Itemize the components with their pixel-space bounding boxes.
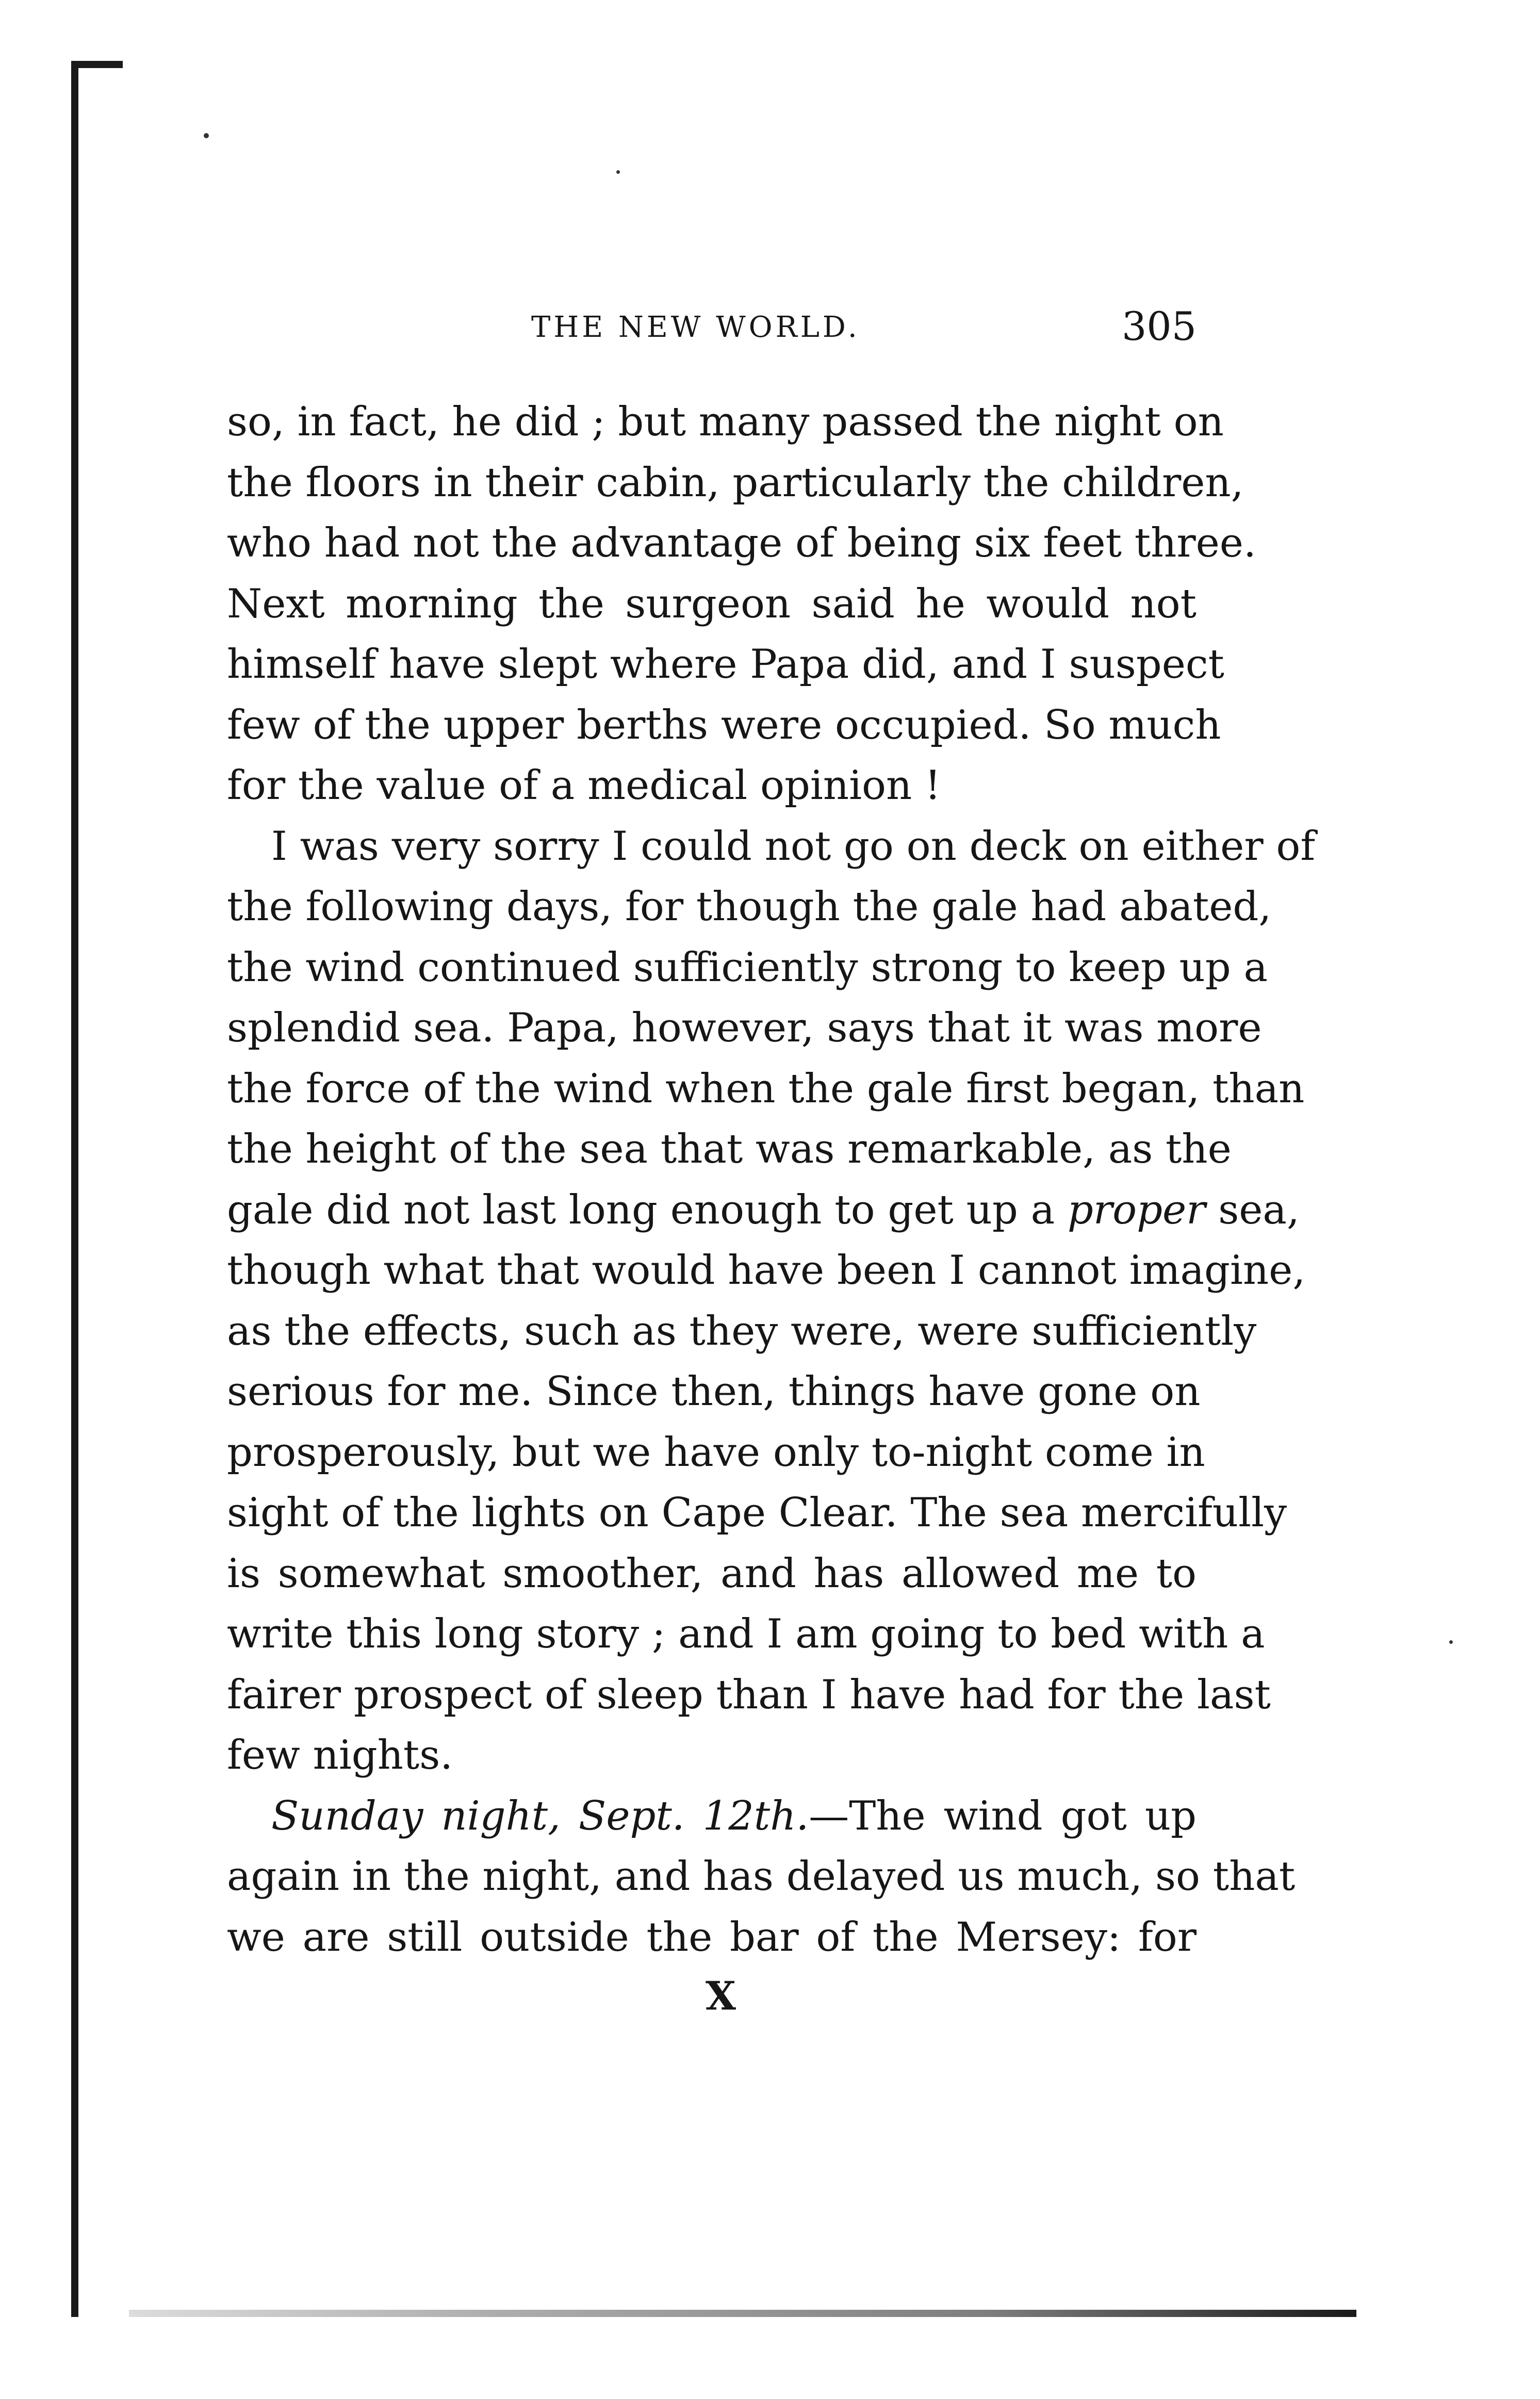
text-line: I was very sorry I could not go on deck on either of	[271, 823, 1316, 870]
text-line: himself have slept where Papa did, and I suspect	[227, 641, 1224, 688]
running-title: THE NEW WORLD.	[531, 311, 860, 344]
text-line: write this long story ; and I am going to bed with a	[227, 1611, 1265, 1657]
text-line: prosperously, but we have only to-night come in	[227, 1429, 1205, 1476]
page-edge-top	[71, 61, 123, 68]
text-line: as the effects, such as they were, were sufficiently	[227, 1308, 1257, 1354]
ink-speck	[616, 170, 620, 174]
text-line: who had not the advantage of being six feet three.	[227, 520, 1256, 566]
text-line: few nights.	[227, 1732, 453, 1778]
text-line: we are still outside the bar of the Mersey: for	[227, 1914, 1197, 1961]
text-fragment: —The wind got up	[809, 1792, 1197, 1839]
text-line: again in the night, and has delayed us much, so that	[227, 1853, 1296, 1900]
text-line: the following days, for though the gale had abated,	[227, 884, 1272, 930]
text-line: sight of the lights on Cape Clear. The sea mercifully	[227, 1490, 1287, 1536]
text-line: the floors in their cabin, particularly the children,	[227, 459, 1244, 506]
text-line: is somewhat smoother, and has allowed me to	[227, 1550, 1197, 1597]
signature-mark: X	[706, 1973, 736, 2019]
page-edge-left	[71, 63, 78, 2317]
ink-speck	[1449, 1640, 1453, 1644]
italic-word-line: gale did not last long enough to get up a proper sea,	[227, 1186, 1300, 1233]
page-edge-bottom	[129, 2310, 1356, 2317]
text-line-with-italic	[227, 1180, 1300, 1241]
text-line: the wind continued sufficiently strong to keep up a	[227, 944, 1268, 991]
italic-proper: proper	[1067, 1186, 1206, 1233]
text-line: serious for me. Since then, things have gone on	[227, 1368, 1201, 1415]
page-number: 305	[1121, 303, 1197, 349]
text-line: Next morning the surgeon said he would not	[227, 580, 1197, 627]
text-line: though what that would have been I cannot imagine,	[227, 1247, 1306, 1294]
text-line: the height of the sea that was remarkable, as the	[227, 1126, 1232, 1172]
dateline: Sunday night, Sept. 12th.	[271, 1792, 809, 1839]
text-line: fairer prospect of sleep than I have had for the last	[227, 1671, 1271, 1718]
ink-speck	[204, 133, 209, 138]
text-line: for the value of a medical opinion !	[227, 762, 941, 809]
running-head	[227, 299, 1197, 356]
text-line: few of the upper berths were occupied. So much	[227, 701, 1221, 748]
text-line: the force of the wind when the gale first began, than	[227, 1065, 1305, 1112]
body-text	[227, 392, 1316, 1968]
text-line: so, in fact, he did ; but many passed the night on	[227, 399, 1224, 445]
text-line: splendid sea. Papa, however, says that it was more	[227, 1005, 1262, 1051]
text-line-dateline	[227, 1786, 1197, 1847]
